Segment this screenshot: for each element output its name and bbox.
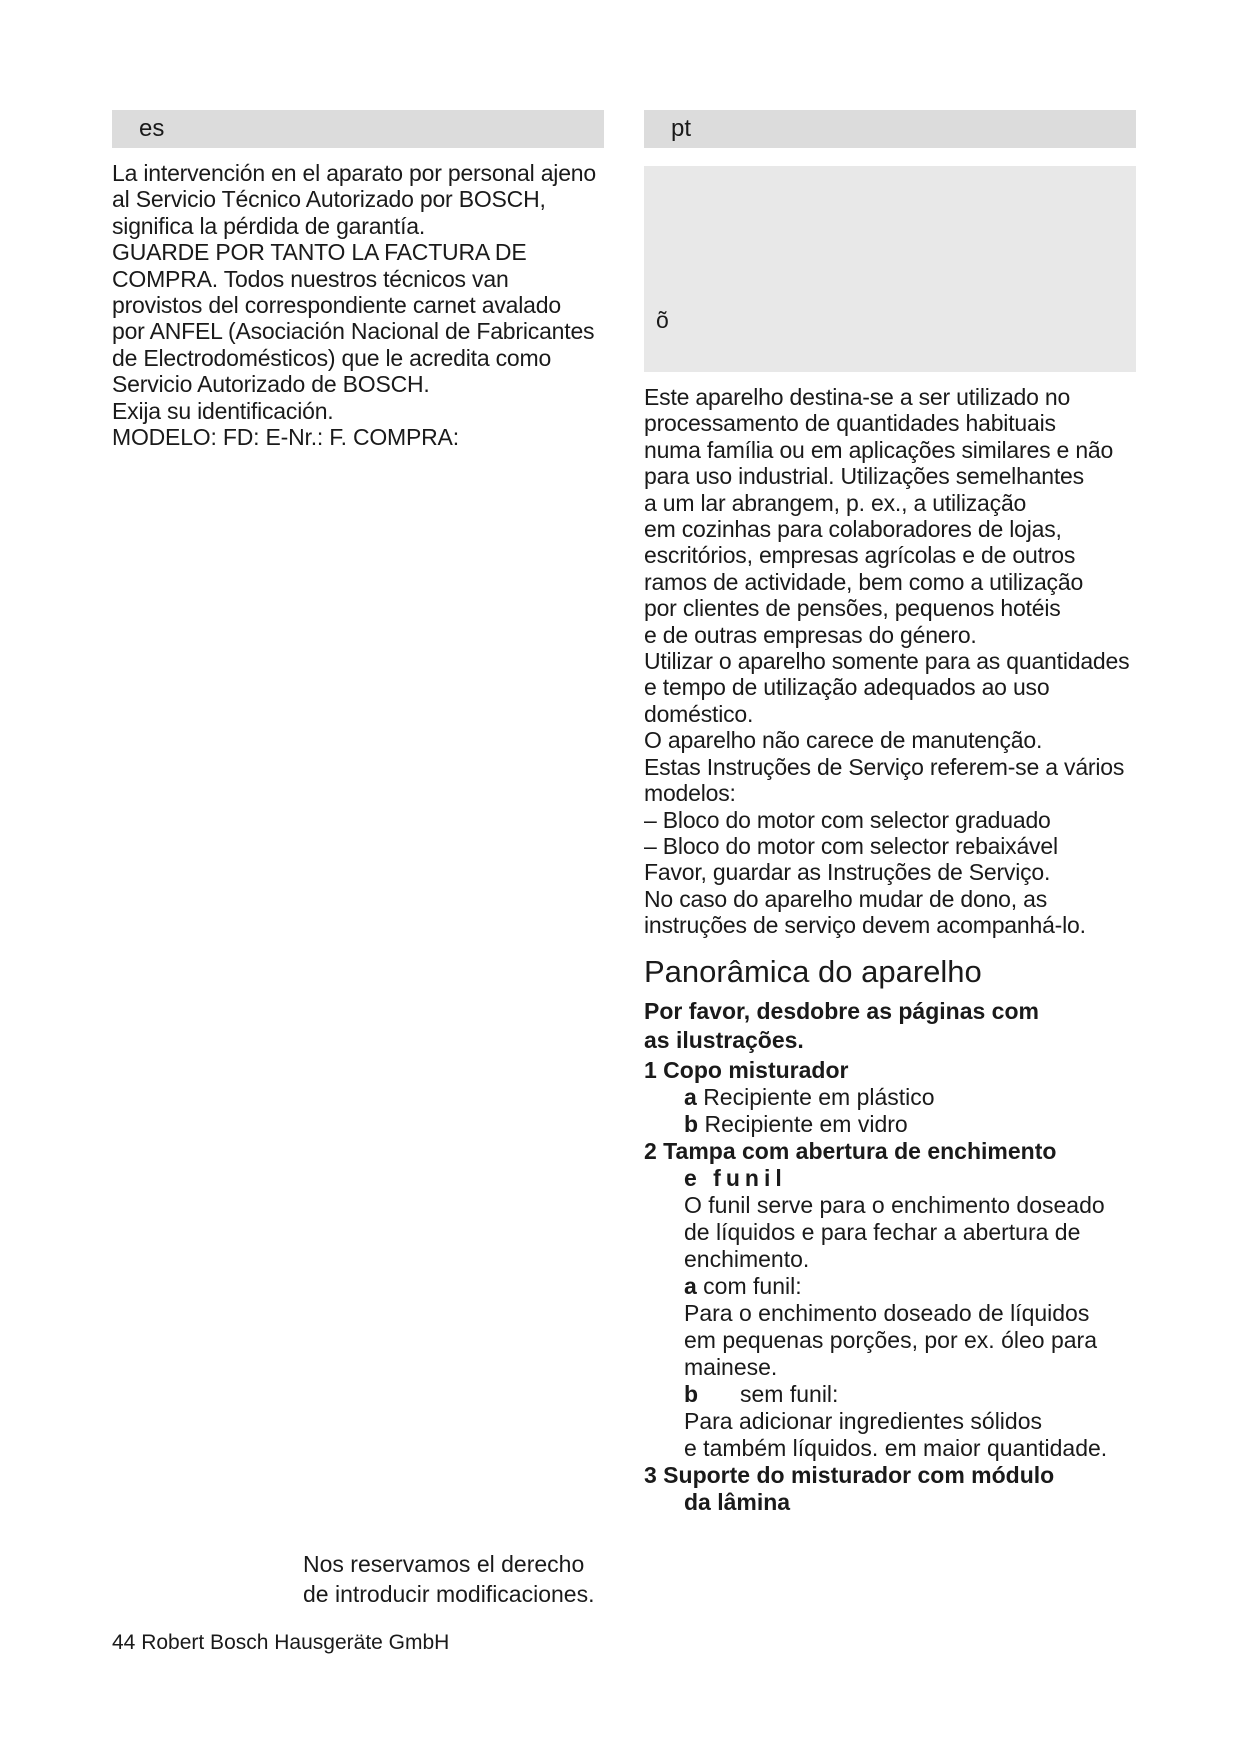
text-line: escritórios, empresas agrícolas e de outros [644, 542, 1076, 569]
text-line: Utilizar o aparelho somente para as quantidades [644, 648, 1130, 675]
item-letter: a [684, 1083, 697, 1110]
item-title: 2 Tampa com abertura de enchimento [644, 1137, 1057, 1164]
warranty-text [112, 160, 604, 450]
section-title: Panorâmica do aparelho [644, 953, 982, 989]
text-line: e de outras empresas do género. [644, 621, 977, 648]
text-line: numa família ou em aplicações similares e não [644, 436, 1114, 463]
text-line: Favor, guardar as Instruções de Serviço. [644, 859, 1051, 886]
text-line: processamento de quantidades habituais [644, 410, 1056, 437]
intro-line: as ilustrações. [644, 1026, 804, 1053]
item-title-continued: da lâmina [684, 1488, 791, 1515]
reservation-note [303, 1549, 594, 1609]
text-line: O aparelho não carece de manutenção. [644, 727, 1043, 754]
text-line: de introducir modificaciones. [303, 1581, 595, 1607]
text-line: a um lar abrangem, p. ex., a utilização [644, 489, 1027, 516]
text-line: GUARDE POR TANTO LA FACTURA DE [112, 239, 527, 266]
text-line: La intervención en el aparato por personal ajeno [112, 160, 596, 186]
right-column [644, 110, 1136, 1516]
item-2 [644, 1138, 1136, 1462]
language-header-pt [644, 110, 1136, 148]
grey-notice-box [644, 166, 1136, 372]
text-line: por clientes de pensões, pequenos hotéis [644, 595, 1061, 622]
left-column [112, 110, 604, 450]
item-1 [644, 1057, 1136, 1138]
text-line: modelos: [644, 780, 736, 807]
text-line: Este aparelho destina-se a ser utilizado no [644, 384, 1071, 410]
box-character: õ [656, 307, 669, 333]
text-line: de líquidos e para fechar a abertura de [684, 1218, 1081, 1245]
text-line: COMPRA. Todos nuestros técnicos van [112, 265, 509, 292]
text-line: mainese. [684, 1353, 778, 1380]
item-text: com funil: [696, 1272, 802, 1299]
item-subtitle: e funil [684, 1164, 787, 1191]
text-line: Para adicionar ingredientes sólidos [684, 1407, 1042, 1434]
text-line: – Bloco do motor com selector graduado [644, 806, 1051, 833]
text-line: enchimento. [684, 1245, 810, 1272]
text-line: para uso industrial. Utilizações semelhantes [644, 463, 1084, 490]
text-line: Nos reservamos el derecho [303, 1551, 585, 1577]
text-line: al Servicio Técnico Autorizado por BOSCH, [112, 186, 546, 213]
item-title: 3 Suporte do misturador com módulo [644, 1461, 1055, 1488]
text-line: Exija su identificación. [112, 397, 334, 424]
intro-line: Por favor, desdobre as páginas com [644, 997, 1039, 1024]
text-line: Para o enchimento doseado de líquidos [684, 1299, 1090, 1326]
page-footer: 44 Robert Bosch Hausgeräte GmbH [112, 1631, 450, 1654]
language-header-es [112, 110, 604, 148]
text-line: em cozinhas para colaboradores de lojas, [644, 516, 1062, 543]
item-text: sem funil: [740, 1380, 839, 1407]
text-line: ramos de actividade, bem como a utilização [644, 568, 1084, 595]
intended-use-text [644, 384, 1136, 939]
text-line: doméstico. [644, 700, 754, 727]
item-title: 1 Copo misturador [644, 1056, 849, 1083]
text-line: em pequenas porções, por ex. óleo para [684, 1326, 1097, 1353]
text-line: por ANFEL (Asociación Nacional de Fabricantes [112, 318, 595, 345]
item-letter: a [684, 1272, 697, 1299]
item-3 [644, 1462, 1136, 1516]
text-line: e também líquidos. em maior quantidade. [684, 1434, 1108, 1461]
item-text: Recipiente em vidro [704, 1110, 908, 1137]
text-line: e tempo de utilização adequados ao uso [644, 674, 1050, 701]
text-line: – Bloco do motor com selector rebaixável [644, 832, 1058, 859]
text-line: Estas Instruções de Serviço referem-se a vários [644, 753, 1125, 780]
language-label: es [139, 115, 165, 142]
text-line: significa la pérdida de garantía. [112, 212, 426, 239]
item-letter: b [684, 1380, 699, 1407]
item-text: Recipiente em plástico [703, 1083, 935, 1110]
item-2-details [644, 1165, 1136, 1462]
text-line: No caso do aparelho mudar de dono, as [644, 885, 1048, 912]
text-line: provistos del correspondiente carnet avalado [112, 292, 561, 319]
language-label: pt [671, 115, 692, 142]
text-line: O funil serve para o enchimento doseado [684, 1191, 1105, 1218]
text-line: MODELO: FD: E-Nr.: F. COMPRA: [112, 424, 459, 451]
text-line: de Electrodomésticos) que le acredita como [112, 344, 552, 371]
text-line: instruções de serviço devem acompanhá-lo. [644, 912, 1086, 939]
text-line: Servicio Autorizado de BOSCH. [112, 371, 430, 398]
item-letter: b [684, 1110, 699, 1137]
item-1-details [644, 1084, 1136, 1138]
